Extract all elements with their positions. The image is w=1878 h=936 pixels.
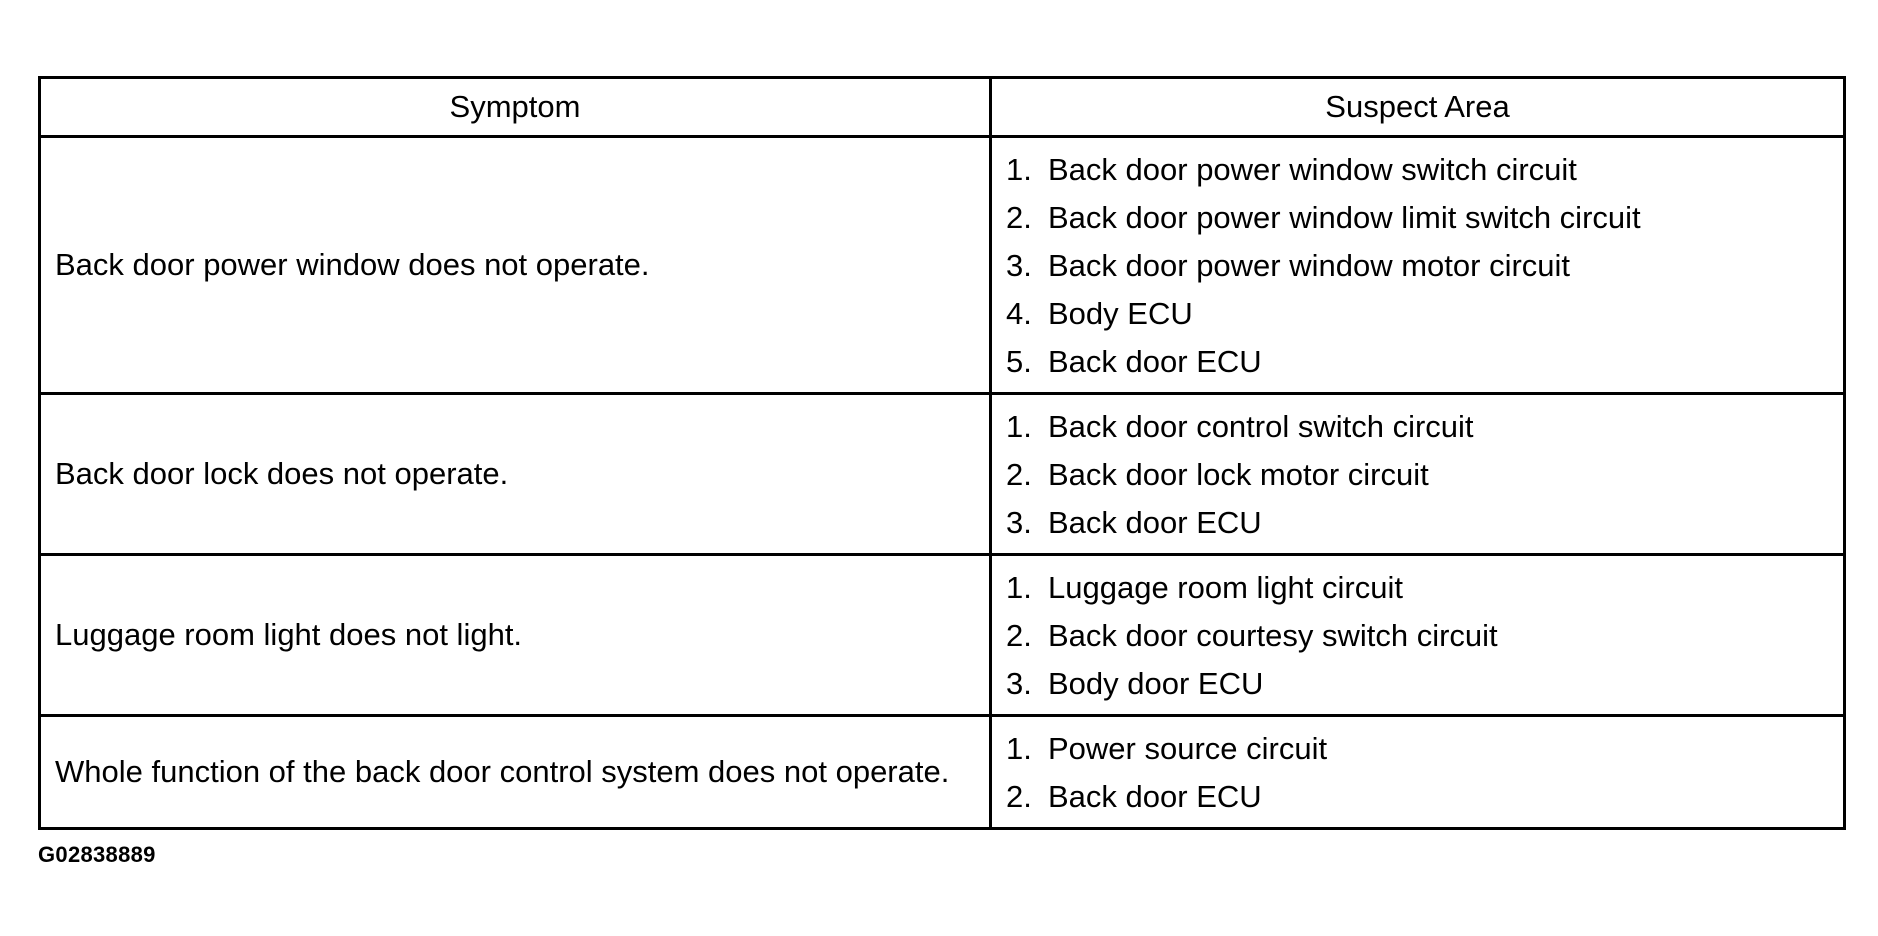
item-text: Back door ECU (1048, 779, 1262, 814)
suspect-area-cell (991, 716, 1845, 829)
list-item (1006, 338, 1829, 386)
item-number: 2. (1006, 200, 1032, 235)
list-item (1006, 242, 1829, 290)
table-row (40, 555, 1845, 716)
item-number: 1. (1006, 731, 1032, 766)
list-item (1006, 146, 1829, 194)
symptom-cell: Luggage room light does not light. (40, 555, 991, 716)
item-text: Back door lock motor circuit (1048, 457, 1429, 492)
item-text: Back door courtesy switch circuit (1048, 618, 1498, 653)
item-text: Luggage room light circuit (1048, 570, 1403, 605)
suspect-area-cell (991, 137, 1845, 394)
problem-symptoms-table (38, 76, 1846, 830)
list-item (1006, 499, 1829, 547)
list-item (1006, 451, 1829, 499)
list-item (1006, 194, 1829, 242)
list-item (1006, 564, 1829, 612)
problem-symptoms-table-container (38, 76, 1843, 830)
suspect-area-list (1006, 564, 1829, 708)
suspect-area-list (1006, 146, 1829, 386)
item-number: 1. (1006, 152, 1032, 187)
item-number: 2. (1006, 457, 1032, 492)
symptom-cell: Back door lock does not operate. (40, 394, 991, 555)
list-item (1006, 403, 1829, 451)
item-number: 3. (1006, 248, 1032, 283)
table-row (40, 716, 1845, 829)
list-item (1006, 660, 1829, 708)
item-number: 1. (1006, 570, 1032, 605)
list-item (1006, 612, 1829, 660)
symptom-cell: Whole function of the back door control system does not operate. (40, 716, 991, 829)
suspect-area-cell (991, 555, 1845, 716)
suspect-area-cell (991, 394, 1845, 555)
table-row (40, 394, 1845, 555)
item-number: 3. (1006, 505, 1032, 540)
symptom-cell: Back door power window does not operate. (40, 137, 991, 394)
list-item (1006, 725, 1829, 773)
list-item (1006, 773, 1829, 821)
item-text: Back door power window switch circuit (1048, 152, 1577, 187)
suspect-area-list (1006, 725, 1829, 821)
figure-id-label: G02838889 (38, 842, 156, 867)
item-number: 2. (1006, 618, 1032, 653)
symptom-column-header: Symptom (40, 78, 991, 137)
item-text: Body ECU (1048, 296, 1193, 331)
suspect-area-column-header: Suspect Area (991, 78, 1845, 137)
item-number: 3. (1006, 666, 1032, 701)
table-header-row (40, 78, 1845, 137)
item-text: Back door power window motor circuit (1048, 248, 1571, 283)
suspect-area-list (1006, 403, 1829, 547)
table-row (40, 137, 1845, 394)
item-number: 2. (1006, 779, 1032, 814)
item-text: Back door ECU (1048, 344, 1262, 379)
item-number: 1. (1006, 409, 1032, 444)
item-text: Back door power window limit switch circuit (1048, 200, 1641, 235)
item-text: Back door ECU (1048, 505, 1262, 540)
item-text: Back door control switch circuit (1048, 409, 1474, 444)
item-number: 4. (1006, 296, 1032, 331)
item-number: 5. (1006, 344, 1032, 379)
item-text: Body door ECU (1048, 666, 1264, 701)
list-item (1006, 290, 1829, 338)
item-text: Power source circuit (1048, 731, 1328, 766)
